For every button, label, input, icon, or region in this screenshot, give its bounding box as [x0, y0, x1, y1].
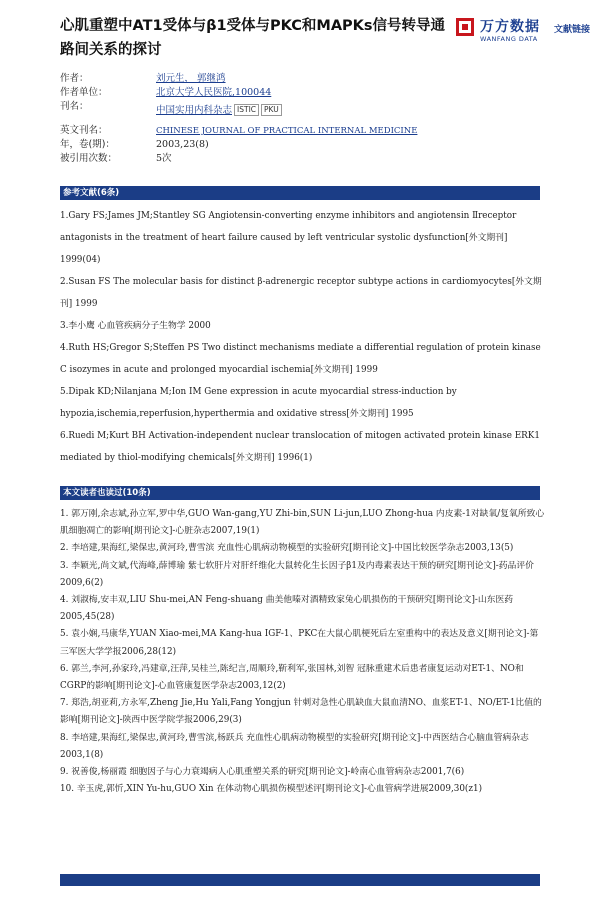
reference-item[interactable]: 5.Dipak KD;Nilanjana M;Ion IM Gene expression in acute myocardial stress-induction by hypozia,ischemia,reperfusion,hyperthermia and oxidative stress[外文期刊] 1995	[60, 387, 457, 419]
references-header: 参考文献(6条)	[60, 186, 540, 200]
meta-journal-row	[60, 100, 540, 118]
reference-item[interactable]: 1.Gary FS;James JM;Stantley SG Angiotensin-converting enzyme inhibitors and angiotensin Ⅱreceptor antagonists in the treatment of heart failure caused by left ventricular systolic dysfunction[外文期刊] 1999(04)	[60, 211, 517, 265]
meta-cited-row	[60, 152, 540, 166]
article-meta	[60, 72, 540, 166]
cited-label: 被引用次数：	[60, 153, 118, 164]
also-read-item[interactable]: 8. 李培建,果海红,梁保忠,黄河玲,曹雪滨,杨跃兵 充血性心肌病动物模型的实验研究[期刊论文]-中西医结合心脑血管病杂志2003,1(8)	[60, 732, 529, 760]
year-value: 2003,23(8)	[156, 139, 209, 150]
pku-badge: PKU	[261, 104, 282, 116]
literature-link-label: 文献链接	[554, 25, 591, 35]
reference-item[interactable]: 4.Ruth HS;Gregor S;Steffen PS Two distinct mechanisms mediate a differential regulation of protein kinase C isozymes in acute and prolonged myocardial ischemia[外文期刊] 1999	[60, 343, 541, 375]
also-read-header: 本文读者也读过(10条)	[60, 486, 540, 500]
footer-bar	[60, 874, 540, 886]
unit-label: 作者单位：	[60, 87, 108, 98]
year-label: 年，卷(期)：	[60, 139, 115, 150]
also-read-item[interactable]: 5. 袁小娴,马康华,YUAN Xiao-mei,MA Kang-hua IGF-1、PKC在大鼠心肌梗死后左室重构中的表达及意义[期刊论文]-第三军医大学学报2006,28(12)	[60, 629, 539, 657]
also-read-item[interactable]: 9. 祝善俊,杨丽霞 细胞因子与心力衰竭病人心肌重塑关系的研究[期刊论文]-岭南心血管病杂志2001,7(6)	[60, 767, 465, 778]
also-read-item[interactable]: 4. 刘淑梅,安丰双,LIU Shu-mei,AN Feng-shuang 曲美他嗪对酒精致家兔心肌损伤的干预研究[期刊论文]-山东医药2005,45(28)	[60, 595, 514, 623]
also-read-item[interactable]: 1. 郭万刚,余志斌,孙立军,罗中华,GUO Wan-gang,YU Zhi-bin,SUN Li-jun,LUO Zhong-hua 内皮素-1对缺氧/复氧所致心肌细胞凋亡的影响[期刊论文]-心脏杂志2007,19(1)	[60, 509, 545, 537]
logo-en-text: WANFANG DATA	[480, 35, 538, 43]
document-header	[60, 14, 591, 74]
istic-badge: ISTIC	[234, 104, 259, 116]
reference-item[interactable]: 3.李小鹰 心血管疾病分子生物学 2000	[60, 321, 211, 331]
cited-value: 5次	[156, 153, 172, 164]
wanfang-logo[interactable]	[456, 16, 598, 46]
reference-item[interactable]: 2.Susan FS The molecular basis for distinct β-adrenergic receptor subtype actions in cardiomyocytes[外文期刊] 1999	[60, 277, 542, 309]
meta-journal-en-row	[60, 124, 540, 138]
also-read-item[interactable]: 2. 李培建,果海红,梁保忠,黄河玲,曹雪滨 充血性心肌病动物模型的实验研究[期刊论文]-中国比较医学杂志2003,13(5)	[60, 543, 514, 554]
meta-year-row	[60, 138, 540, 152]
article-title: 心肌重塑中AT1受体与β1受体与PKC和MAPKs信号转导通路间关系的探讨	[60, 18, 446, 58]
references-list	[60, 205, 545, 469]
authors-link[interactable]: 刘元生， 郭继鸿	[156, 73, 226, 84]
journal-en-label: 英文刊名：	[60, 125, 108, 136]
also-read-list	[60, 506, 545, 798]
meta-unit-row	[60, 86, 540, 100]
authors-label: 作者：	[60, 73, 89, 84]
also-read-item[interactable]: 7. 郑浩,胡亚莉,方永军,Zheng Jie,Hu Yali,Fang Yongjun 针刺对急性心肌缺血大鼠血清NO、血浆ET-1、NO/ET-1比值的影响[期刊论文]-陕西中医学院学报2006,29(3)	[60, 698, 542, 726]
logo-cn-text: 万方数据	[480, 19, 540, 35]
journal-link[interactable]: 中国实用内科杂志	[156, 105, 233, 116]
journal-label: 刊名：	[60, 101, 89, 112]
meta-authors-row	[60, 72, 540, 86]
also-read-item[interactable]: 6. 郭兰,李河,孙家玲,冯建章,汪萍,吴桂兰,陈纪言,周顺玲,靳利军,张国林,刘智 冠脉重建术后患者康复运动对ET-1、NO和CGRP的影响[期刊论文]-心血管康复医学杂志2003,12(2)	[60, 663, 524, 692]
wanfang-logo-icon	[456, 18, 474, 36]
journal-en-link[interactable]: CHINESE JOURNAL OF PRACTICAL INTERNAL MEDICINE	[156, 126, 418, 136]
also-read-item[interactable]: 10. 辛玉虎,郭忻,XIN Yu-hu,GUO Xin 在体动物心肌损伤模型述评[期刊论文]-心血管病学进展2009,30(z1)	[60, 784, 483, 795]
journal-value	[156, 104, 282, 118]
also-read-item[interactable]: 3. 李颖光,尚文斌,代海峰,薛博瑜 紫七软肝片对肝纤维化大鼠转化生长因子β1及内毒素表达干预的研究[期刊论文]-药品评价2009,6(2)	[60, 560, 534, 588]
reference-item[interactable]: 6.Ruedi M;Kurt BH Activation-independent nuclear translocation of mitogen activated protein kinase ERK1 mediated by thiol-modifying chemicals[外文期刊] 1996(1)	[60, 431, 540, 463]
unit-link[interactable]: 北京大学人民医院,100044	[156, 87, 272, 98]
